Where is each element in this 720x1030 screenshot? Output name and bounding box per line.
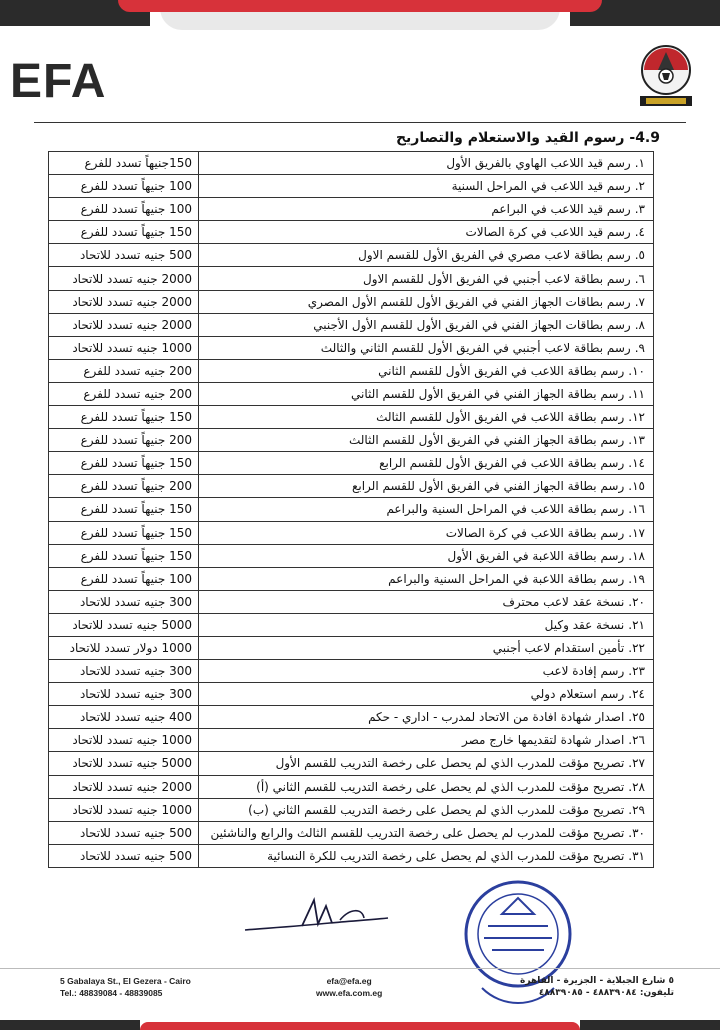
fee-cell: 500 جنيه تسدد للاتحاد (49, 244, 199, 267)
description-cell (199, 636, 654, 659)
table-row (49, 267, 654, 290)
item-description: رسم بطاقة اللاعبة في الفريق الأول (447, 548, 625, 563)
table-row (49, 590, 654, 613)
description-cell (199, 175, 654, 198)
item-number: ٦. (634, 271, 645, 286)
description-cell (199, 613, 654, 636)
fee-cell: 1000 دولار تسدد للاتحاد (49, 636, 199, 659)
item-description: رسم بطاقة اللاعب في الفريق الأول للقسم الرابع (379, 456, 625, 471)
description-cell (199, 775, 654, 798)
description-cell (199, 336, 654, 359)
top-decorative-band (0, 0, 720, 30)
table-row (49, 429, 654, 452)
table-row (49, 752, 654, 775)
fee-cell: 150 جنيهاً تسدد للفرع (49, 521, 199, 544)
fee-cell: 300 جنيه تسدد للاتحاد (49, 660, 199, 683)
address-line-en: 5 Gabalaya St., El Gezera - Cairo (60, 976, 191, 986)
item-number: ١. (634, 156, 645, 171)
fee-cell: 1000 جنيه تسدد للاتحاد (49, 336, 199, 359)
table-row (49, 775, 654, 798)
item-description: رسم قيد اللاعب في المراحل السنية (451, 179, 631, 194)
item-number: ٣. (634, 202, 645, 217)
description-cell (199, 244, 654, 267)
signature-icon (240, 890, 390, 940)
section-title: 4.9- رسوم القيد والاستعلام والتصاريح (395, 130, 660, 146)
item-description: رسم بطاقة اللاعب في الفريق الأول للقسم الثالث (376, 410, 625, 425)
fee-cell: 150جنيهاً تسدد للفرع (49, 152, 199, 175)
item-number: ٩. (634, 340, 645, 355)
item-number: ١٩. (628, 571, 645, 586)
item-description: تصريح مؤقت للمدرب الذي لم يحصل على رخصة التدريب للقسم الأول (275, 756, 625, 771)
item-number: ٣١. (628, 848, 645, 863)
item-number: ١٣. (628, 433, 645, 448)
fee-cell: 2000 جنيه تسدد للاتحاد (49, 290, 199, 313)
fee-cell: 300 جنيه تسدد للاتحاد (49, 683, 199, 706)
table-row (49, 382, 654, 405)
description-cell (199, 683, 654, 706)
item-description: اصدار شهادة افادة من الاتحاد لمدرب - اداري - حكم (368, 710, 625, 725)
item-description: تأمين استقدام لاعب أجنبي (492, 641, 625, 656)
table-row (49, 683, 654, 706)
table-row (49, 844, 654, 867)
item-description: رسم إفادة لاعب (542, 664, 625, 679)
item-description: رسم قيد اللاعب الهاوي بالفريق الأول (446, 156, 631, 171)
table-row (49, 798, 654, 821)
description-cell (199, 406, 654, 429)
description-cell (199, 429, 654, 452)
fee-cell: 1000 جنيه تسدد للاتحاد (49, 729, 199, 752)
table-row (49, 729, 654, 752)
item-description: اصدار شهادة لتقديمها خارج مصر (462, 733, 625, 748)
email-link[interactable]: efa@efa.eg (326, 976, 372, 986)
item-number: ١٢. (628, 410, 645, 425)
phone-line-en: Tel.: 48839084 - 48839085 (60, 988, 163, 998)
fee-cell: 2000 جنيه تسدد للاتحاد (49, 313, 199, 336)
table-row (49, 475, 654, 498)
table-row (49, 498, 654, 521)
item-description: رسم بطاقة الجهاز الفني في الفريق الأول للقسم الرابع (351, 479, 625, 494)
table-row (49, 221, 654, 244)
item-number: ٢١. (628, 617, 645, 632)
item-number: ٢٣. (628, 664, 645, 679)
item-description: تصريح مؤقت للمدرب الذي لم يحصل على رخصة التدريب للكرة النسائية (267, 848, 625, 863)
item-description: رسم بطاقة اللاعب في الفريق الأول للقسم الثاني (378, 363, 625, 378)
description-cell (199, 752, 654, 775)
bottom-decorative-band (0, 1014, 720, 1030)
item-description: نسخة عقد لاعب محترف (502, 594, 625, 609)
item-description: تصريح مؤقت للمدرب الذي لم يحصل على رخصة التدريب للقسم الثاني (أ) (256, 779, 625, 794)
website-link[interactable]: www.efa.com.eg (316, 988, 383, 998)
description-cell (199, 821, 654, 844)
fee-cell: 2000 جنيه تسدد للاتحاد (49, 267, 199, 290)
description-cell (199, 382, 654, 405)
table-row (49, 359, 654, 382)
item-description: رسم بطاقة الجهاز الفني في الفريق الأول للقسم الثالث (348, 433, 625, 448)
table-row (49, 244, 654, 267)
footer-address-english (60, 975, 191, 999)
item-description: تصريح مؤقت للمدرب لم يحصل على رخصة التدريب للقسم الثالث والرابع والناشئين (210, 825, 625, 840)
description-cell (199, 290, 654, 313)
efa-crest-icon (626, 40, 706, 110)
description-cell (199, 267, 654, 290)
item-number: ٢٥. (628, 710, 645, 725)
item-description: رسم بطاقة لاعب أجنبي في الفريق الأول للقسم الاول (363, 271, 631, 286)
fees-table (48, 151, 654, 868)
item-description: رسم استعلام دولي (530, 687, 625, 702)
description-cell (199, 798, 654, 821)
table-row (49, 613, 654, 636)
description-cell (199, 359, 654, 382)
item-number: ١٨. (628, 548, 645, 563)
table-row (49, 821, 654, 844)
top-band-red (118, 0, 602, 12)
table-row (49, 198, 654, 221)
header-divider (34, 122, 686, 123)
table-row (49, 175, 654, 198)
fee-cell: 150 جنيهاً تسدد للفرع (49, 221, 199, 244)
item-number: ١٧. (628, 525, 645, 540)
item-number: ٤. (634, 225, 645, 240)
item-number: ١٦. (628, 502, 645, 517)
efa-logo-text: EFA (10, 55, 107, 108)
fees-table-body (49, 152, 654, 868)
fee-cell: 150 جنيهاً تسدد للفرع (49, 406, 199, 429)
fee-cell: 200 جنيه تسدد للفرع (49, 382, 199, 405)
table-row (49, 706, 654, 729)
bottom-band-right (580, 1020, 720, 1030)
item-number: ٢٧. (628, 756, 645, 771)
fee-cell: 500 جنيه تسدد للاتحاد (49, 844, 199, 867)
item-number: ١٤. (628, 456, 645, 471)
table-row (49, 567, 654, 590)
item-number: ٢. (634, 179, 645, 194)
description-cell (199, 706, 654, 729)
item-description: رسم قيد اللاعب في كرة الصالات (465, 225, 631, 240)
description-cell (199, 567, 654, 590)
description-cell (199, 313, 654, 336)
item-number: ٣٠. (628, 825, 645, 840)
item-number: ٢٤. (628, 687, 645, 702)
item-number: ٢٩. (628, 802, 645, 817)
item-number: ٢٠. (628, 594, 645, 609)
item-number: ٥. (634, 248, 645, 263)
fee-cell: 150 جنيهاً تسدد للفرع (49, 452, 199, 475)
fee-cell: 500 جنيه تسدد للاتحاد (49, 821, 199, 844)
description-cell (199, 221, 654, 244)
item-number: ١٥. (628, 479, 645, 494)
item-number: ١٠. (628, 363, 645, 378)
table-row (49, 406, 654, 429)
table-row (49, 660, 654, 683)
description-cell (199, 152, 654, 175)
item-description: نسخة عقد وكيل (544, 617, 625, 632)
fee-cell: 100 جنيهاً تسدد للفرع (49, 198, 199, 221)
item-number: ٢٨. (628, 779, 645, 794)
table-row (49, 336, 654, 359)
description-cell (199, 844, 654, 867)
item-description: رسم بطاقة لاعب مصري في الفريق الأول للقسم الاول (358, 248, 631, 263)
phone-line-ar: تليفون: ٤٨٨٣٩٠٨٤ - ٤٨٨٣٩٠٨٥ (538, 988, 674, 998)
table-row (49, 290, 654, 313)
item-description: تصريح مؤقت للمدرب الذي لم يحصل على رخصة التدريب للقسم الثاني (ب) (248, 802, 625, 817)
item-description: رسم بطاقة اللاعب في كرة الصالات (445, 525, 625, 540)
item-description: رسم قيد اللاعب في البراعم (491, 202, 631, 217)
bottom-band-left (0, 1020, 140, 1030)
fee-cell: 5000 جنيه تسدد للاتحاد (49, 613, 199, 636)
item-number: ٢٢. (628, 641, 645, 656)
item-description: رسم بطاقات الجهاز الفني في الفريق الأول للقسم الأول المصري (307, 294, 631, 309)
fee-cell: 1000 جنيه تسدد للاتحاد (49, 798, 199, 821)
item-number: ٢٦. (628, 733, 645, 748)
item-description: رسم بطاقات الجهاز الفني في الفريق الأول للقسم الأول الأجنبي (313, 317, 631, 332)
fee-cell: 100 جنيهاً تسدد للفرع (49, 175, 199, 198)
fee-cell: 400 جنيه تسدد للاتحاد (49, 706, 199, 729)
fee-cell: 300 جنيه تسدد للاتحاد (49, 590, 199, 613)
footer-divider (0, 968, 720, 969)
address-line-ar: ٥ شارع الجبلاية - الجزيرة - القاهرة (520, 976, 674, 986)
description-cell (199, 498, 654, 521)
fee-cell: 5000 جنيه تسدد للاتحاد (49, 752, 199, 775)
description-cell (199, 660, 654, 683)
table-row (49, 521, 654, 544)
table-row (49, 544, 654, 567)
fee-cell: 200 جنيهاً تسدد للفرع (49, 475, 199, 498)
bottom-band-red (140, 1022, 580, 1030)
description-cell (199, 590, 654, 613)
table-row (49, 313, 654, 336)
item-description: رسم بطاقة الجهاز الفني في الفريق الأول للقسم الثاني (351, 386, 625, 401)
description-cell (199, 521, 654, 544)
item-number: ٨. (634, 317, 645, 332)
table-row (49, 452, 654, 475)
item-description: رسم بطاقة اللاعب في المراحل السنية والبراعم (386, 502, 625, 517)
table-row (49, 636, 654, 659)
footer-address-arabic (520, 975, 674, 999)
description-cell (199, 198, 654, 221)
description-cell (199, 544, 654, 567)
item-description: رسم بطاقة اللاعبة في المراحل السنية والبراعم (388, 571, 625, 586)
item-number: ١١. (628, 386, 645, 401)
fee-cell: 200 جنيهاً تسدد للفرع (49, 429, 199, 452)
fee-cell: 200 جنيه تسدد للفرع (49, 359, 199, 382)
table-row (49, 152, 654, 175)
description-cell (199, 729, 654, 752)
fee-cell: 2000 جنيه تسدد للاتحاد (49, 775, 199, 798)
fee-cell: 100 جنيهاً تسدد للفرع (49, 567, 199, 590)
item-description: رسم بطاقة لاعب أجنبي في الفريق الأول للقسم الثاني والثالث (320, 340, 631, 355)
footer-contact (316, 975, 382, 999)
fee-cell: 150 جنيهاً تسدد للفرع (49, 544, 199, 567)
description-cell (199, 452, 654, 475)
description-cell (199, 475, 654, 498)
fee-cell: 150 جنيهاً تسدد للفرع (49, 498, 199, 521)
item-number: ٧. (634, 294, 645, 309)
